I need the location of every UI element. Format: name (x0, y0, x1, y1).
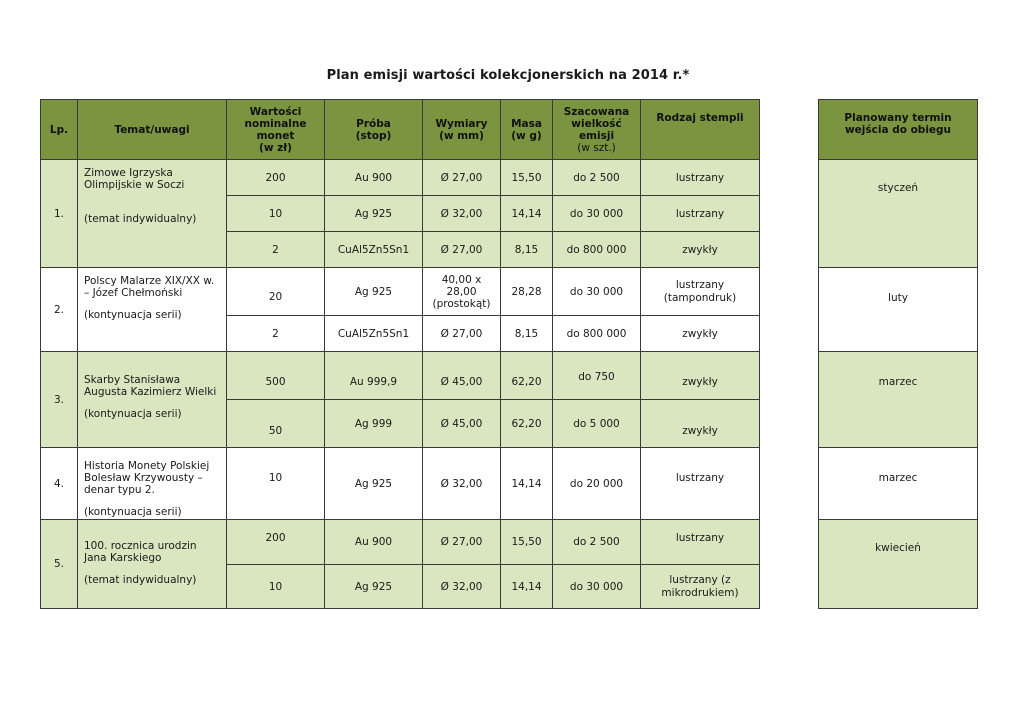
emission-plan-table (40, 99, 760, 609)
row-number: 3. (41, 352, 78, 448)
volume-cell: do 20 000 (553, 448, 641, 520)
topic-note: (kontynuacja serii) (84, 309, 182, 321)
fineness-cell: Au 999,9 (325, 352, 423, 400)
volume-cell: do 800 000 (553, 232, 641, 268)
table-row (819, 520, 978, 609)
header-volume-label: Szacowana wielkość emisji (563, 105, 630, 142)
topic-cell (78, 268, 227, 352)
header-volume-unit: (w szt.) (577, 141, 616, 154)
topic-title: Polscy Malarze XIX/XX w. – Józef Chełmoński (84, 275, 215, 299)
nominal-cell: 200 (227, 520, 325, 565)
nominal-cell: 50 (227, 400, 325, 448)
mass-cell: 8,15 (501, 232, 553, 268)
volume-cell: do 2 500 (553, 520, 641, 565)
mass-cell: 62,20 (501, 352, 553, 400)
table-row (41, 520, 760, 565)
fineness-cell: CuAl5Zn5Sn1 (325, 316, 423, 352)
table-row (41, 448, 760, 520)
table-row (819, 352, 978, 448)
header-fineness-unit: (stop) (355, 129, 392, 142)
volume-cell: do 30 000 (553, 268, 641, 316)
fineness-cell: CuAl5Zn5Sn1 (325, 232, 423, 268)
volume-cell: do 800 000 (553, 316, 641, 352)
header-fineness (325, 100, 423, 160)
fineness-cell: Ag 925 (325, 565, 423, 609)
row-number: 2. (41, 268, 78, 352)
entry-date-table (818, 99, 978, 609)
stamp-cell: lustrzany (641, 520, 760, 565)
header-topic: Temat/uwagi (78, 100, 227, 160)
topic-title: Historia Monety Polskiej Bolesław Krzywousty – denar typu 2. (84, 460, 210, 496)
mass-cell: 14,14 (501, 448, 553, 520)
stamp-cell: zwykły (641, 352, 760, 400)
header-row (819, 100, 978, 160)
mass-cell: 14,14 (501, 196, 553, 232)
table-row (819, 160, 978, 268)
mass-cell: 8,15 (501, 316, 553, 352)
dimensions-cell: Ø 32,00 (423, 565, 501, 609)
row-number: 5. (41, 520, 78, 609)
entry-date-cell: luty (819, 268, 978, 352)
topic-cell (78, 448, 227, 520)
stamp-cell: lustrzany (641, 196, 760, 232)
header-entry-date: Planowany termin wejścia do obiegu (819, 100, 978, 160)
table-row (41, 160, 760, 196)
topic-title: Skarby Stanisława Augusta Kazimierz Wielki (84, 374, 217, 398)
nominal-cell: 2 (227, 316, 325, 352)
header-mass-unit: (w g) (511, 129, 542, 142)
mass-cell: 15,50 (501, 160, 553, 196)
header-dimensions-label: Wymiary (435, 117, 488, 130)
dimensions-cell: Ø 27,00 (423, 316, 501, 352)
header-dimensions (423, 100, 501, 160)
dimensions-cell: Ø 45,00 (423, 400, 501, 448)
table-row (41, 268, 760, 316)
volume-cell: do 2 500 (553, 160, 641, 196)
dimensions-cell: Ø 32,00 (423, 196, 501, 232)
fineness-cell: Ag 999 (325, 400, 423, 448)
nominal-cell: 10 (227, 565, 325, 609)
nominal-cell: 10 (227, 196, 325, 232)
dimensions-cell: Ø 27,00 (423, 160, 501, 196)
row-number: 1. (41, 160, 78, 268)
document-title: Plan emisji wartości kolekcjonerskich na 2014 r.* (326, 68, 690, 83)
fineness-cell: Au 900 (325, 520, 423, 565)
volume-cell: do 5 000 (553, 400, 641, 448)
volume-cell: do 30 000 (553, 565, 641, 609)
stamp-cell: zwykły (641, 232, 760, 268)
topic-cell (78, 160, 227, 268)
fineness-cell: Ag 925 (325, 448, 423, 520)
stamp-cell: lustrzany (z mikrodrukiem) (641, 565, 760, 609)
topic-note: (kontynuacja serii) (84, 408, 182, 420)
topic-note: (temat indywidualny) (84, 574, 197, 586)
dimensions-cell: Ø 27,00 (423, 520, 501, 565)
nominal-cell: 200 (227, 160, 325, 196)
header-lp: Lp. (41, 100, 78, 160)
fineness-cell: Ag 925 (325, 268, 423, 316)
nominal-cell: 2 (227, 232, 325, 268)
topic-cell (78, 352, 227, 448)
topic-title: Zimowe Igrzyska Olimpijskie w Soczi (84, 167, 185, 191)
header-row (41, 100, 760, 160)
mass-cell: 62,20 (501, 400, 553, 448)
entry-date-cell: marzec (819, 448, 978, 520)
stamp-cell: zwykły (641, 400, 760, 448)
row-number: 4. (41, 448, 78, 520)
header-dimensions-unit: (w mm) (439, 129, 484, 142)
header-nominal (227, 100, 325, 160)
entry-date-cell: styczeń (819, 160, 978, 268)
volume-cell: do 30 000 (553, 196, 641, 232)
header-nominal-unit: (w zł) (259, 141, 292, 154)
mass-cell: 15,50 (501, 520, 553, 565)
stamp-cell: lustrzany (641, 160, 760, 196)
topic-cell (78, 520, 227, 609)
nominal-cell: 10 (227, 448, 325, 520)
header-volume (553, 100, 641, 160)
fineness-cell: Au 900 (325, 160, 423, 196)
header-fineness-label: Próba (356, 117, 391, 130)
header-nominal-label: Wartości nominalne monet (244, 105, 307, 142)
topic-note: (kontynuacja serii) (84, 506, 182, 518)
table-row (819, 448, 978, 520)
stamp-cell: lustrzany (tampondruk) (641, 268, 760, 316)
entry-date-cell: kwiecień (819, 520, 978, 609)
stamp-cell: zwykły (641, 316, 760, 352)
header-mass (501, 100, 553, 160)
header-mass-label: Masa (511, 117, 542, 130)
dimensions-cell: 40,00 x 28,00 (prostokąt) (423, 268, 501, 316)
nominal-cell: 500 (227, 352, 325, 400)
topic-title: 100. rocznica urodzin Jana Karskiego (84, 540, 197, 564)
volume-cell: do 750 (553, 352, 641, 400)
nominal-cell: 20 (227, 268, 325, 316)
table-row (819, 268, 978, 352)
dimensions-cell: Ø 27,00 (423, 232, 501, 268)
dimensions-cell: Ø 45,00 (423, 352, 501, 400)
mass-cell: 14,14 (501, 565, 553, 609)
fineness-cell: Ag 925 (325, 196, 423, 232)
entry-date-cell: marzec (819, 352, 978, 448)
mass-cell: 28,28 (501, 268, 553, 316)
dimensions-cell: Ø 32,00 (423, 448, 501, 520)
stamp-cell: lustrzany (641, 448, 760, 520)
table-row (41, 352, 760, 400)
topic-note: (temat indywidualny) (84, 213, 197, 225)
header-stamp: Rodzaj stempli (641, 100, 760, 160)
